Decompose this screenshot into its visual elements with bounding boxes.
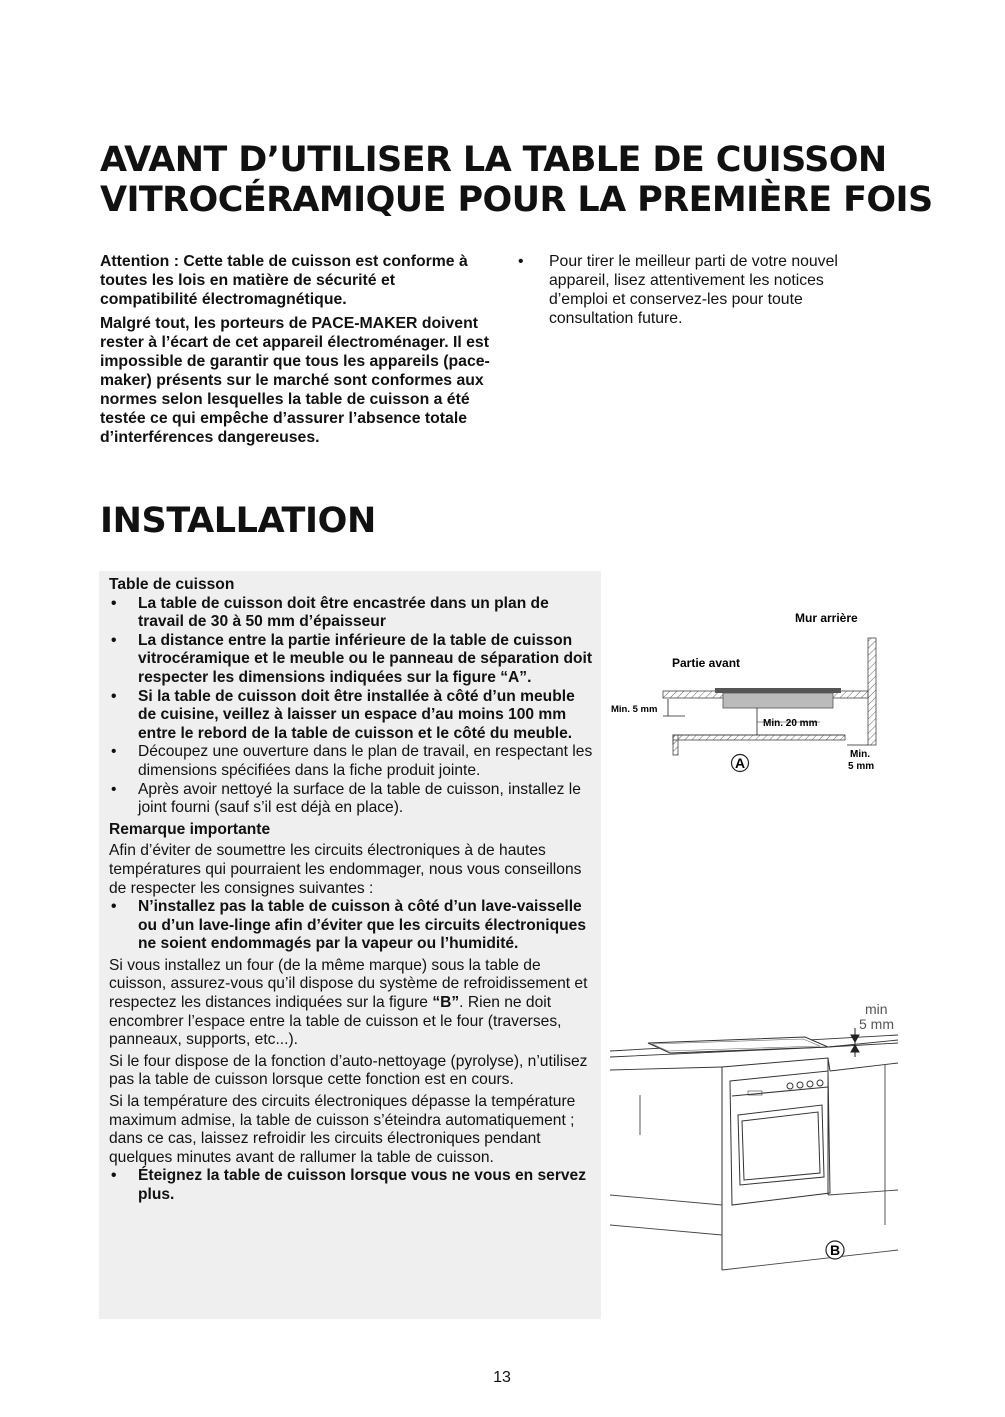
figure-a-badge [732, 755, 749, 772]
front-part-label: Partie avant [672, 656, 741, 670]
figure-a-letter: A [734, 755, 746, 771]
separation-panel [673, 735, 845, 755]
installation-heading: INSTALLATION [100, 501, 376, 541]
5mm-label: 5 mm [859, 1016, 894, 1032]
floor-lines [610, 1065, 898, 1270]
min-label: min [865, 1001, 888, 1017]
figure-b-reference: “B” [432, 994, 460, 1012]
list-item: • Après avoir nettoyé la surface de la table de cuisson, installez le joint fourni (sauf s’il est déjà en place). [109, 781, 595, 818]
bullet-marker: • [518, 253, 524, 270]
list-item: • La distance entre la partie inférieure de la table de cuisson vitrocéramique et le meuble ou le panneau de séparation doit respecter les dimensions indiquées sur la figure “A”. [109, 632, 595, 688]
rear-wall-label: Mur arrière [795, 611, 858, 625]
figure-b-letter: B [829, 1242, 841, 1258]
oven-paragraph-2: Si le four dispose de la fonction d’auto-nettoyage (pyrolyse), n’utilisez pas la table de cuisson lorsque cette fonction est en cours. [109, 1052, 588, 1089]
page-title [100, 140, 960, 220]
oven-text-a: Si vous installez un four (de la même marque) sous la table de cuisson, assurez-vous qu’il dispose du système de refroidissement et respectez les distances indiquées sur la figure [109, 956, 588, 1012]
oven [722, 1058, 830, 1270]
cooktop-bullet-list [109, 595, 595, 818]
list-item: • Si la table de cuisson doit être installée à côté d’un meuble de cuisine, veillez à laisser un espace d’au moins 100 mm entre le rebord de la table de cuisson et le côté du meuble. [109, 688, 595, 744]
page-title-line-2: VITROCÉRAMIQUE POUR LA PREMIÈRE FOIS [100, 180, 933, 220]
installation-instructions-box [99, 571, 601, 1319]
pacemaker-paragraph: Malgré tout, les porteurs de PACE-MAKER doivent rester à l’écart de cet appareil électroménager. Il est impossible de garantir que tous les appareils (pace-maker) présents sur le marché sont conformes aux normes selon lesquelles la table de cuisson a été testée ce qui empêche d’assurer l’absence totale d’interférences dangereuses. [100, 315, 490, 446]
list-item: • Découpez une ouverture dans le plan de travail, en respectant les dimensions spécifiées dans la fiche produit jointe. [109, 743, 595, 780]
final-bullet-list [109, 1167, 595, 1204]
remark-intro: Afin d’éviter de soumettre les circuits électroniques à de hautes températures qui pourraient les endommager, nous vous conseillons de respecter les consignes suivantes : [109, 842, 582, 897]
oven-paragraph-3: Si la température des circuits électroniques dépasse la température maximum admise, la table de cuisson s’éteindra automatiquement ; dans ce cas, laissez refroidir les circuits électroniques pendant quelques minutes avant de rallumer la table de cuisson. [109, 1093, 576, 1166]
remark-subheading: Remarque importante [109, 820, 271, 838]
figure-b-diagram [600, 995, 900, 1280]
attention-notice [100, 252, 490, 452]
attention-paragraph: Attention : Cette table de cuisson est conforme à toutes les lois en matière de sécurité et compatibilité électromagnétique. [100, 253, 468, 308]
oven-paragraph-1 [109, 957, 595, 1050]
list-item: • N’installez pas la table de cuisson à côté d’un lave-vaisselle ou d’un lave-linge afin d’éviter que les circuits électroniques ne soient endommagés par la vapeur ou l’humidité. [109, 898, 595, 954]
cooktop-glass [648, 1037, 828, 1053]
oven-text-c: . Rien ne doit encombrer l’espace entre la table de cuisson et le four (traverses, panneaux, supports, etc...). [109, 994, 562, 1049]
min-20mm-label: Min. 20 mm [763, 718, 818, 729]
reading-tip-text: Pour tirer le meilleur parti de votre nouvel appareil, lisez attentivement les notices d’emploi et conservez-les pour toute consultation future. [549, 253, 838, 327]
min-5mm-label: Min. 5 mm [611, 704, 658, 715]
cooktop-subheading: Table de cuisson [109, 576, 235, 593]
page-number: 13 [493, 1369, 511, 1386]
list-item: • La table de cuisson doit être encastrée dans un plan de travail de 30 à 50 mm d’épaisseur [109, 595, 595, 632]
5mm-right-label: 5 mm [848, 761, 875, 772]
min-right-label: Min. [850, 749, 870, 760]
list-item: • Éteignez la table de cuisson lorsque vous ne vous en servez plus. [109, 1167, 595, 1204]
figure-b-badge [826, 1241, 844, 1259]
reading-tip [518, 252, 878, 328]
figure-a-diagram [605, 600, 895, 780]
cooktop-glass [715, 688, 841, 708]
page-title-line-1: AVANT D’UTILISER LA TABLE DE CUISSON [100, 140, 887, 180]
rear-wall [868, 638, 876, 745]
clearance-arrow [851, 1028, 859, 1057]
remark-bullet-list [109, 898, 595, 954]
